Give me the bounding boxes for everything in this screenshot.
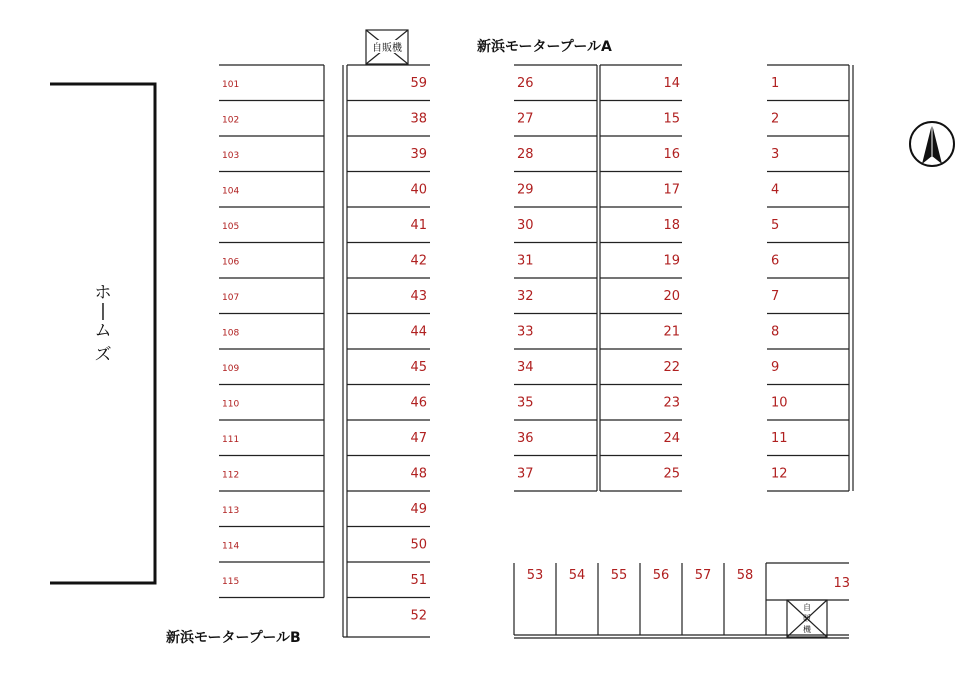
space-number: 52 xyxy=(410,608,427,624)
space-number: 44 xyxy=(410,324,427,340)
space-number: 9 xyxy=(771,360,780,375)
homes-label-1: ホ xyxy=(94,283,112,303)
homes-label-3: ム xyxy=(94,321,112,341)
space-number: 34 xyxy=(517,360,534,375)
vending-label-bottom-3: 機 xyxy=(803,625,811,634)
space-number: 25 xyxy=(663,466,680,482)
space-number: 16 xyxy=(663,147,680,162)
homes-label-4: ズ xyxy=(94,345,112,365)
space-number: 19 xyxy=(663,253,680,269)
vending-machine-top xyxy=(366,30,408,64)
north-arrow-icon xyxy=(910,122,954,166)
space-number: 24 xyxy=(663,431,680,446)
space-number: 105 xyxy=(222,222,240,232)
space-number: 40 xyxy=(410,182,427,198)
space-number: 49 xyxy=(410,502,427,517)
space-number: 112 xyxy=(222,470,240,481)
space-number: 7 xyxy=(771,289,780,304)
space-number: 47 xyxy=(410,431,427,446)
space-number: 102 xyxy=(222,115,240,126)
space-number: 55 xyxy=(610,568,628,583)
space-number: 30 xyxy=(517,218,534,233)
space-number: 51 xyxy=(410,573,427,588)
space-number: 58 xyxy=(736,568,754,583)
space-number: 22 xyxy=(663,360,680,375)
space-number: 108 xyxy=(222,328,240,339)
space-number: 50 xyxy=(410,537,427,553)
homes-label-2: | xyxy=(100,301,106,321)
space-number: 109 xyxy=(222,364,240,374)
space-number: 29 xyxy=(517,182,534,198)
space-number: 4 xyxy=(771,182,780,198)
space-number: 114 xyxy=(222,541,240,552)
space-number: 31 xyxy=(517,253,534,269)
space-number: 43 xyxy=(410,289,427,304)
space-number: 113 xyxy=(222,506,240,516)
space-number: 42 xyxy=(410,253,427,269)
space-number: 111 xyxy=(222,435,240,445)
space-number: 33 xyxy=(517,324,534,340)
space-number: 28 xyxy=(517,147,534,162)
lot-lines xyxy=(219,65,853,638)
space-number: 1 xyxy=(771,76,780,91)
space-number: 27 xyxy=(517,111,534,127)
space-number: 13 xyxy=(833,576,850,591)
space-number: 38 xyxy=(410,111,427,127)
space-number: 103 xyxy=(222,151,240,161)
space-number: 54 xyxy=(568,568,586,583)
space-number: 41 xyxy=(410,218,427,233)
space-number: 53 xyxy=(526,568,544,583)
title-pool-a: 新浜モータープールA xyxy=(477,39,612,55)
space-number: 57 xyxy=(694,568,712,583)
space-number: 35 xyxy=(517,395,534,411)
space-number: 18 xyxy=(663,218,680,233)
space-number: 104 xyxy=(222,186,240,197)
space-number: 6 xyxy=(771,253,780,269)
space-number: 32 xyxy=(517,289,534,304)
space-number: 5 xyxy=(771,218,780,233)
space-number: 11 xyxy=(771,431,788,446)
space-number: 2 xyxy=(771,111,780,127)
space-number: 39 xyxy=(410,147,427,162)
space-number: 56 xyxy=(652,568,670,583)
title-pool-b: 新浜モータープールB xyxy=(166,630,301,646)
space-number: 36 xyxy=(517,431,534,446)
space-number: 48 xyxy=(410,466,427,482)
space-number: 59 xyxy=(410,76,427,91)
space-number: 107 xyxy=(222,293,240,303)
vending-label-bottom-2: 販 xyxy=(803,614,811,623)
space-number: 101 xyxy=(222,80,240,90)
space-number: 10 xyxy=(771,395,788,411)
space-number: 8 xyxy=(771,324,780,340)
space-number: 3 xyxy=(771,147,780,162)
vending-label-bottom-1: 自 xyxy=(803,603,811,612)
space-number: 12 xyxy=(771,466,788,482)
space-number: 37 xyxy=(517,466,534,482)
vending-machine-bottom xyxy=(787,600,827,637)
space-number: 46 xyxy=(410,395,427,411)
space-number: 14 xyxy=(663,76,680,91)
space-numbers xyxy=(222,76,850,624)
space-number: 110 xyxy=(222,399,240,410)
space-number: 23 xyxy=(663,395,680,411)
space-number: 21 xyxy=(663,324,680,340)
space-number: 17 xyxy=(663,182,680,198)
space-number: 115 xyxy=(222,577,240,587)
space-number: 106 xyxy=(222,257,240,268)
space-number: 26 xyxy=(517,76,534,91)
vending-label-top: 自販機 xyxy=(372,43,402,54)
space-number: 20 xyxy=(663,289,680,304)
space-number: 45 xyxy=(410,360,427,375)
space-number: 15 xyxy=(663,111,680,127)
